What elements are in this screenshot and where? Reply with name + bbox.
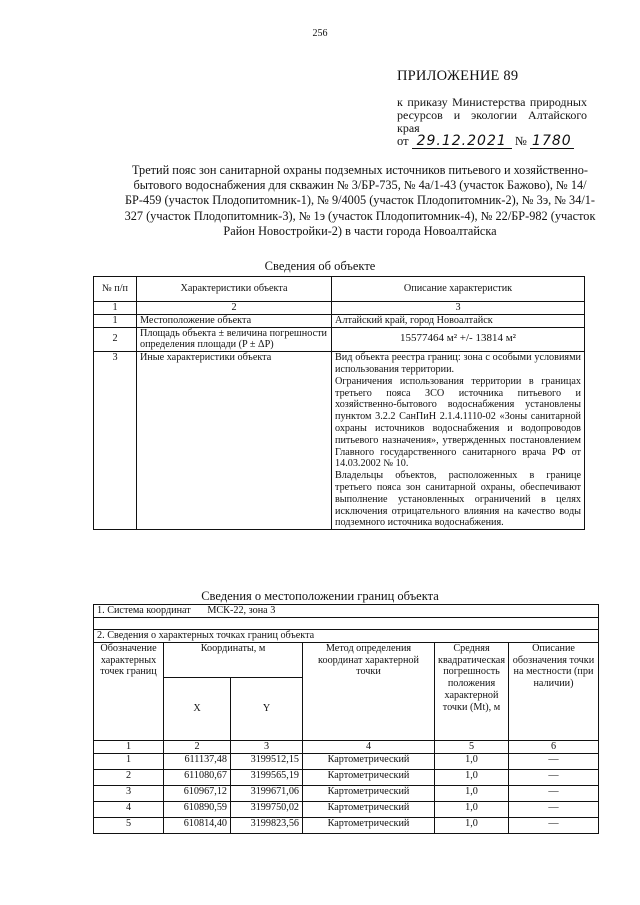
mt-error: 1,0 (435, 769, 509, 785)
point-id: 2 (94, 769, 164, 785)
row-characteristic: Местоположение объекта (137, 314, 332, 327)
col-header-y: Y (231, 677, 303, 740)
number-label: № (514, 134, 527, 148)
table-header-row (94, 642, 599, 677)
table-row (94, 753, 599, 769)
table-row (94, 352, 585, 530)
col-number: 3 (231, 740, 303, 753)
table-row (94, 769, 599, 785)
mt-error: 1,0 (435, 785, 509, 801)
table-row (94, 801, 599, 817)
col-header-error: Средняя квадратическая погрешность положения характерной точки (Mt), м (435, 642, 509, 740)
coord-x: 611080,67 (164, 769, 231, 785)
col-number: 3 (332, 302, 585, 315)
mt-error: 1,0 (435, 753, 509, 769)
coord-x: 610890,59 (164, 801, 231, 817)
coord-x: 611137,48 (164, 753, 231, 769)
col-number: 1 (94, 740, 164, 753)
point-description: — (509, 817, 599, 833)
col-header-point-description: Описание обозначения точки на местности (при наличии) (509, 642, 599, 740)
col-number: 2 (164, 740, 231, 753)
row-description: 15577464 м² +/- 13814 м² (332, 327, 585, 352)
coord-y: 3199565,19 (231, 769, 303, 785)
method: Картометрический (303, 769, 435, 785)
col-number: 1 (94, 302, 137, 315)
table-row (94, 314, 585, 327)
owners-text: Владельцы объектов, расположенных в границе третьего пояса зон санитарной охраны, обеспечивают выполнение установленных ограничений в целях исключения отрицательного влияния на качество воды подземного источника водоснабжения. (335, 470, 581, 529)
object-info-table (93, 276, 585, 530)
method: Картометрический (303, 817, 435, 833)
coord-y: 3199671,06 (231, 785, 303, 801)
points-heading-row (94, 630, 599, 643)
col-number: 5 (435, 740, 509, 753)
col-header-coordinates: Координаты, м (164, 642, 303, 677)
col-header-characteristics: Характеристики объекта (137, 277, 332, 302)
order-date-line (397, 134, 574, 149)
point-id: 4 (94, 801, 164, 817)
col-header-number: № п/п (94, 277, 137, 302)
order-date: 29.12.2021 (412, 135, 512, 149)
point-description: — (509, 753, 599, 769)
column-number-row (94, 740, 599, 753)
row-description (332, 352, 585, 530)
page-number: 256 (312, 28, 328, 39)
coordinate-system (94, 605, 599, 618)
coord-y: 3199750,02 (231, 801, 303, 817)
coordinate-system-value: МСК-22, зона 3 (207, 605, 276, 616)
column-number-row (94, 302, 585, 315)
restrictions-text: Ограничения использования территории в границах третьего пояса ЗСО источника питьевого и хозяйственно-бытового водоснабжения установлены пунктом 3.2.2 СанПиН 2.1.4.1110-02 «Зоны санитарной охраны источников водоснабжения и водопроводов питьевого назначения», утвержденных постановлением Главного государственного санитарного врача РФ от 14.03.2002 № 10. (335, 375, 581, 470)
row-characteristic: Площадь объекта ± величина погрешности определения площади (P ± ΔP) (137, 327, 332, 352)
table-row (94, 785, 599, 801)
spacer-row (94, 618, 599, 630)
order-number: 1780 (530, 135, 574, 149)
appendix-title: ПРИЛОЖЕНИЕ 89 (397, 68, 519, 84)
point-description: — (509, 769, 599, 785)
row-number: 1 (94, 314, 137, 327)
coord-x: 610814,40 (164, 817, 231, 833)
row-description: Алтайский край, город Новоалтайск (332, 314, 585, 327)
coord-y: 3199823,56 (231, 817, 303, 833)
zone-type-text: Вид объекта реестра границ: зона с особыми условиями использования территории. (335, 352, 581, 375)
row-number: 2 (94, 327, 137, 352)
col-header-description: Описание характеристик (332, 277, 585, 302)
method: Картометрический (303, 785, 435, 801)
row-number: 3 (94, 352, 137, 530)
table-header-row (94, 277, 585, 302)
row-characteristic: Иные характеристики объекта (137, 352, 332, 530)
col-number: 4 (303, 740, 435, 753)
document-title: Третий пояс зон санитарной охраны подземных источников питьевого и хозяйственно-бытового водоснабжения для скважин № 3/БР-735, № 4а/1-43 (участок Бажово), № 14/БР-459 (участок Плодопитомник-1), № 9/4005 (участок Плодопитомник-2), № 3э, № 34/1-327 (участок Плодопитомник-3), № 1э (участок Плодопитомник-4), № 22/БР-982 (участок Район Новостройки-2) в части города Новоалтайска (124, 163, 596, 238)
mt-error: 1,0 (435, 801, 509, 817)
order-reference: к приказу Министерства природных ресурсов и экологии Алтайского края (397, 95, 587, 135)
object-info-heading: Сведения об объекте (264, 259, 376, 273)
method: Картометрический (303, 801, 435, 817)
point-description: — (509, 801, 599, 817)
method: Картометрический (303, 753, 435, 769)
boundaries-table (93, 604, 599, 834)
col-number: 6 (509, 740, 599, 753)
point-id: 1 (94, 753, 164, 769)
coord-y: 3199512,15 (231, 753, 303, 769)
col-header-x: X (164, 677, 231, 740)
mt-error: 1,0 (435, 817, 509, 833)
col-header-method: Метод определения координат характерной точки (303, 642, 435, 740)
point-id: 5 (94, 817, 164, 833)
table-row (94, 817, 599, 833)
boundaries-heading: Сведения о местоположении границ объекта (201, 589, 439, 603)
point-id: 3 (94, 785, 164, 801)
col-header-point: Обозначение характерных точек границ (94, 642, 164, 740)
coordinate-system-row (94, 605, 599, 618)
coord-x: 610967,12 (164, 785, 231, 801)
point-description: — (509, 785, 599, 801)
col-number: 2 (137, 302, 332, 315)
points-heading: 2. Сведения о характерных точках границ объекта (94, 630, 599, 643)
from-label: от (397, 134, 409, 148)
coordinate-system-label: 1. Система координат (97, 605, 191, 616)
table-row (94, 327, 585, 352)
